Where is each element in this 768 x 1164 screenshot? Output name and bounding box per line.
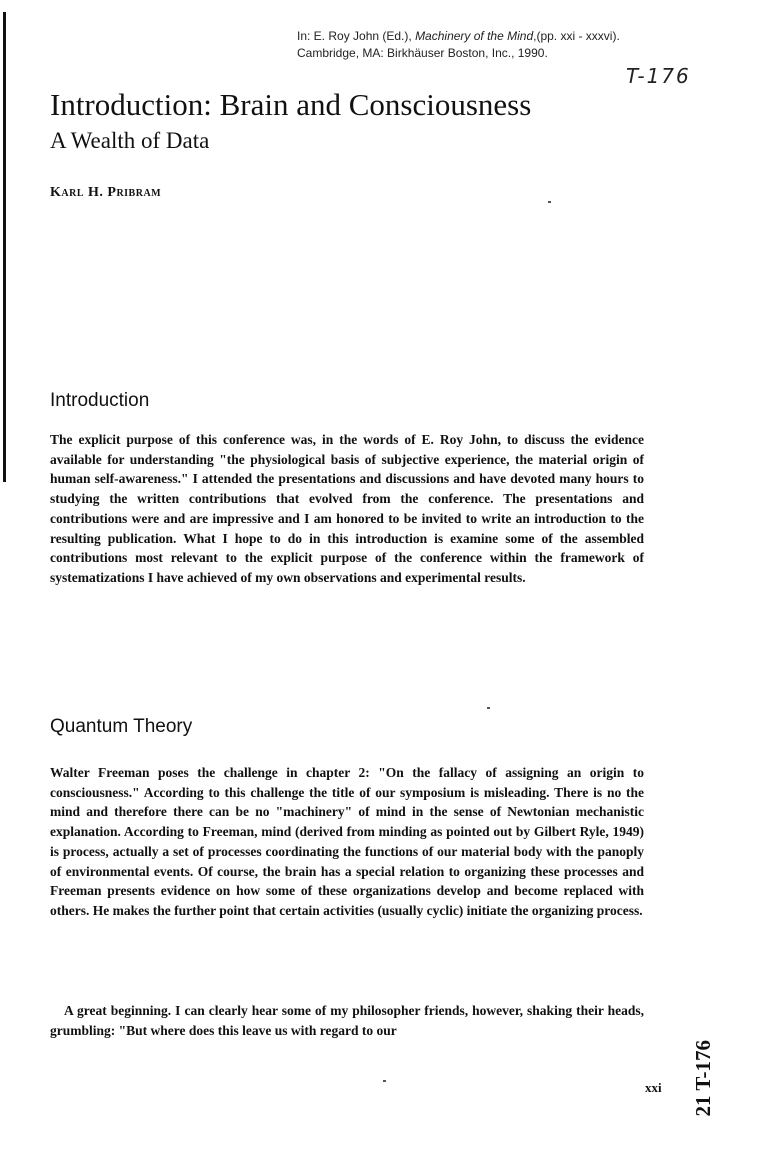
- citation-line-2: Cambridge, MA: Birkhäuser Boston, Inc., 1990.: [297, 46, 548, 60]
- author-name: Karl H. Pribram: [50, 185, 162, 200]
- scan-speck: [548, 201, 551, 203]
- paragraph: A great beginning. I can clearly hear some of my philosopher friends, however, shaking their heads, grumbling: "But where does this leave us with regard to our: [50, 1003, 644, 1038]
- page-number: xxi: [645, 1080, 662, 1095]
- page-subtitle: A Wealth of Data: [50, 128, 210, 153]
- citation-line-1: In: E. Roy John (Ed.), Machinery of the Mind,(pp. xxi - xxxvi).: [297, 29, 620, 43]
- page-title: Introduction: Brain and Consciousness: [50, 87, 532, 122]
- paragraph: The explicit purpose of this conference was, in the words of E. Roy John, to discuss the evidence available for understanding "the physiological basis of subjective experience, the material origin of human self-awareness." I attended the presentations and discussions and have devoted many hours to studying the written contributions that evolved from the conference. The presentations and contributions were and are impressive and I am honored to be invited to write an introduction to the resulting publication. What I hope to do in this introduction is examine some of the assembled contributions most relevant to the explicit purpose of the conference within the framework of systematizations I have achieved of my own observations and experimental results.: [50, 432, 644, 585]
- section-heading-quantum-theory: Quantum Theory: [50, 716, 193, 737]
- scan-speck: [383, 1080, 386, 1082]
- citation-block: [297, 28, 737, 62]
- scan-speck: [487, 707, 490, 709]
- section-heading-introduction: Introduction: [50, 390, 150, 411]
- handwritten-note: T-176: [626, 64, 691, 88]
- paragraph: Walter Freeman poses the challenge in chapter 2: "On the fallacy of assigning an origin to consciousness." According to this challenge the title of our symposium is misleading. There is no the mind and therefore there can be no "machinery" of mind in the sense of Newtonian mechanistic explanation. According to Freeman, mind (derived from minding as pointed out by Gilbert Ryle, 1949) is process, actually a set of processes coordinating the functions of our material body with the panoply of environmental events. Of course, the brain has a special relation to organizing these processes and Freeman presents evidence on how some of these organizations develop and become replaced with others. He makes the further point that certain activities (usually cyclic) initiate the organizing process.: [50, 765, 644, 918]
- side-stamp: 21 T-176: [691, 1040, 715, 1117]
- page-edge-rule: [3, 12, 6, 482]
